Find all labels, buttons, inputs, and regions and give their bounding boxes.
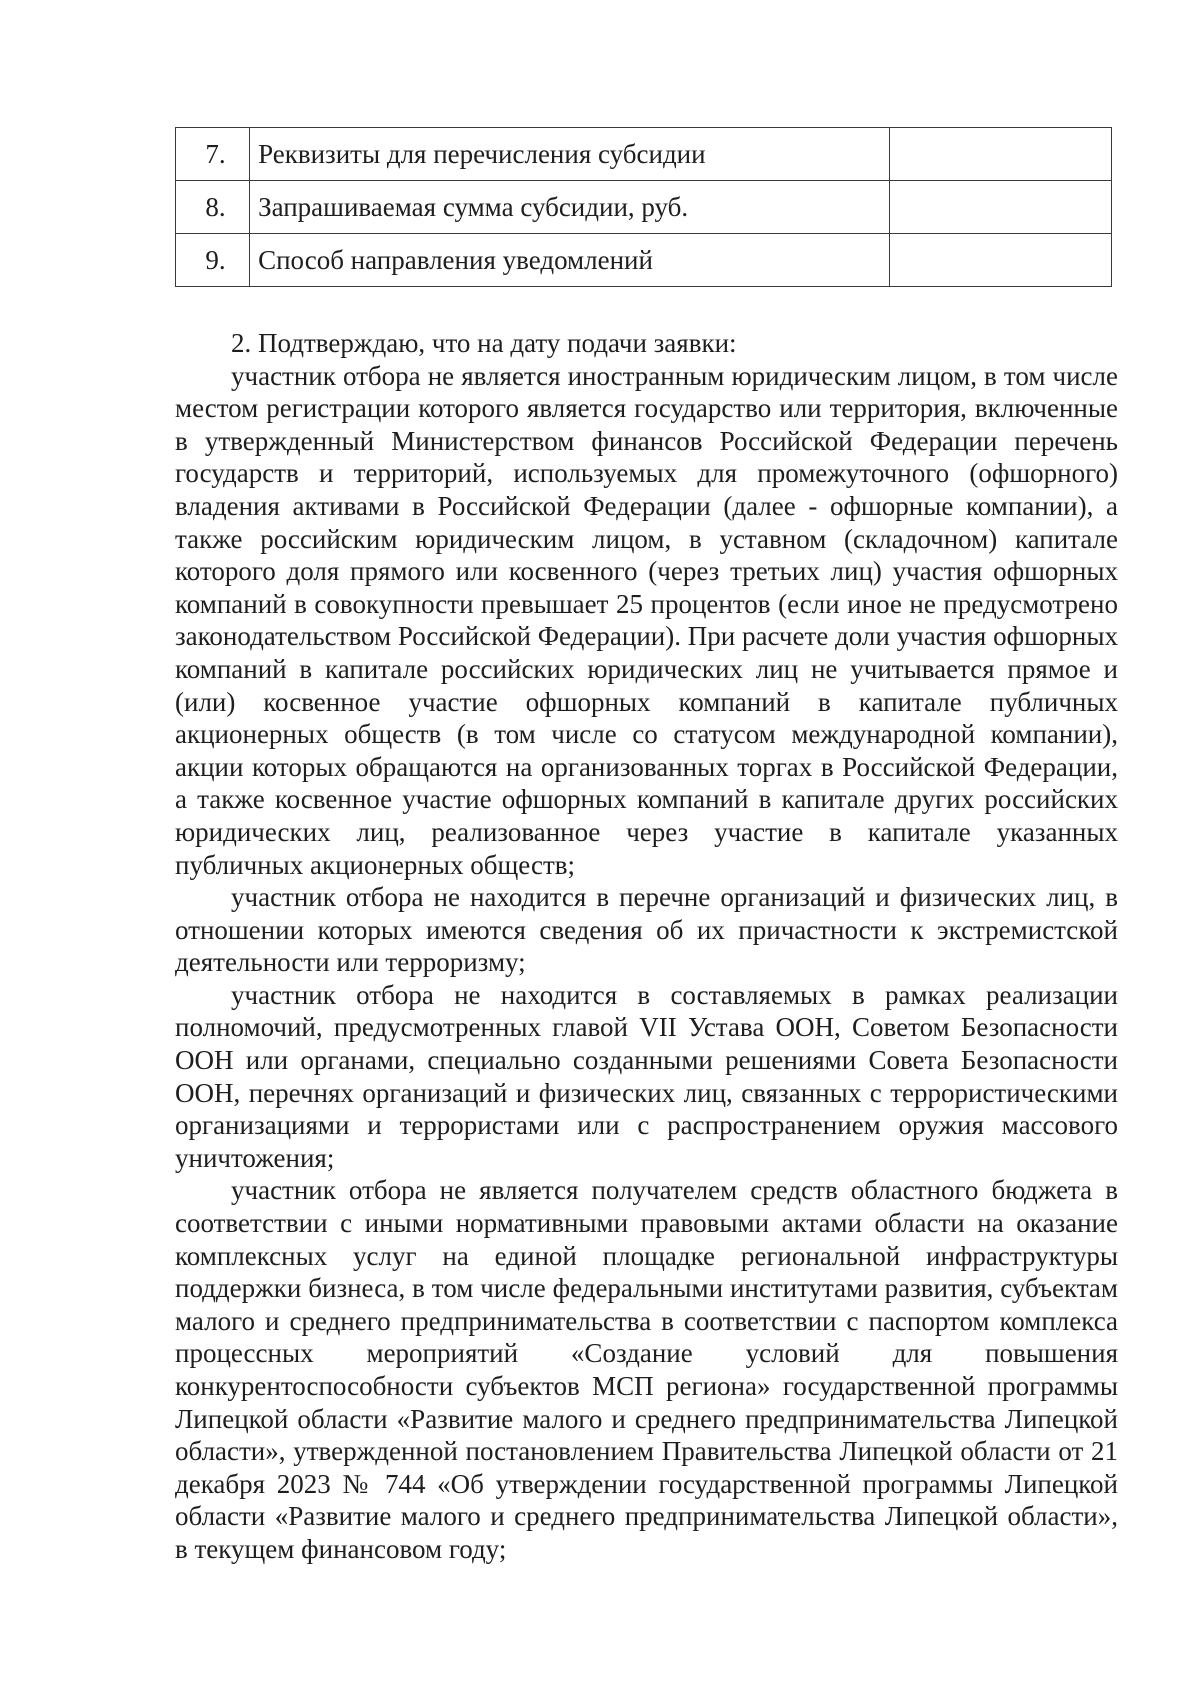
table-row	[176, 128, 1112, 181]
table-row	[176, 234, 1112, 287]
row-number: 9.	[176, 234, 250, 287]
row-value	[890, 234, 1112, 287]
row-value	[890, 128, 1112, 181]
application-table	[175, 127, 1112, 287]
paragraph-un-sanctions: участник отбора не находится в составляемых в рамках реализации полномочий, предусмотренных главой VII Устава ООН, Советом Безопасности ООН или органами, специально созданными решениями Совета Безопасности ООН, перечнях организаций и физических лиц, связанных с террористическими организациями и террористами или с распространением оружия массового уничтожения;	[175, 979, 1118, 1173]
row-number: 8.	[176, 181, 250, 234]
row-label: Реквизиты для перечисления субсидии	[250, 128, 890, 181]
row-number: 7.	[176, 128, 250, 181]
section-intro: 2. Подтверждаю, что на дату подачи заявки:	[231, 328, 737, 358]
row-value	[890, 181, 1112, 234]
row-label: Способ направления уведомлений	[250, 234, 890, 287]
paragraph-offshore: участник отбора не является иностранным юридическим лицом, в том числе местом регистрации которого является государство или территория, включенные в утвержденный Министерством финансов Российской Федерации перечень государств и территорий, используемых для промежуточного (офшорного) владения активами в Российской Федерации (далее - офшорные компании), а также российским юридическим лицом, в уставном (складочном) капитале которого доля прямого или косвенного (через третьих лиц) участия офшорных компаний в совокупности превышает 25 процентов (если иное не предусмотрено законодательством Российской Федерации). При расчете доли участия офшорных компаний в капитале российских юридических лиц не учитывается прямое и (или) косвенное участие офшорных компаний в капитале публичных акционерных обществ (в том числе со статусом международной компании), акции которых обращаются на организованных торгах в Российской Федерации, а также косвенное участие офшорных компаний в капитале других российских юридических лиц, реализованное через участие в капитале указанных публичных акционерных обществ;	[175, 360, 1118, 880]
paragraph-budget: участник отбора не является получателем средств областного бюджета в соответствии с иными нормативными правовыми актами области на оказание комплексных услуг на единой площадке региональной инфраструктуры поддержки бизнеса, в том числе федеральными институтами развития, субъектам малого и среднего предпринимательства в соответствии с паспортом комплекса процессных мероприятий «Создание условий для повышения конкурентоспособности субъектов МСП региона» государственной программы Липецкой области «Развитие малого и среднего предпринимательства Липецкой области», утвержденной постановлением Правительства Липецкой области от 21 декабря 2023 № 744 «Об утверждении государственной программы Липецкой области «Развитие малого и среднего предпринимательства Липецкой области», в текущем финансовом году;	[175, 1175, 1118, 1564]
row-label: Запрашиваемая сумма субсидии, руб.	[250, 181, 890, 234]
confirmation-section	[175, 327, 1118, 1566]
paragraph-extremism: участник отбора не находится в перечне организаций и физических лиц, в отношении которых имеются сведения об их причастности к экстремистской деятельности или терроризму;	[175, 882, 1118, 978]
table-row	[176, 181, 1112, 234]
